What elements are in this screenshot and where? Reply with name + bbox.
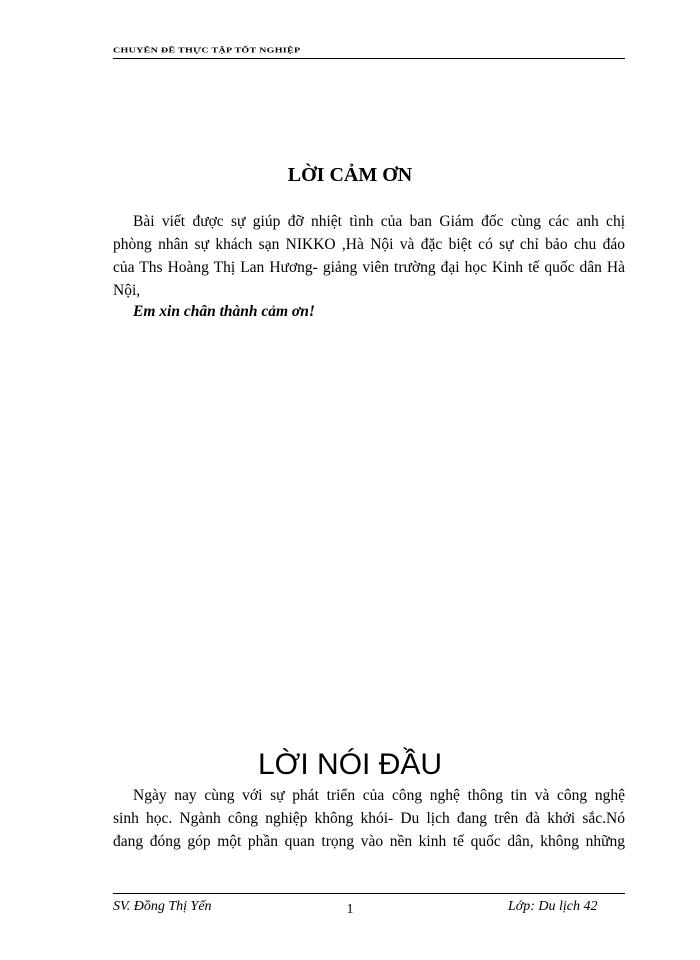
footer-class-name: Lớp: Du lịch 42: [508, 899, 598, 914]
paragraph-line: Nội,: [113, 282, 141, 299]
paragraph-line: của Ths Hoàng Thị Lan Hương- giảng viên trường đại học Kinh tế quốc dân Hà: [113, 259, 625, 276]
page-number: 1: [346, 902, 354, 917]
paragraph-line: sinh học. Ngành công nghiệp không khói- Du lịch đang trên đà khởi sắc.Nó: [113, 810, 625, 827]
footer-student-name: SV. Đồng Thị Yến: [113, 899, 212, 914]
acknowledgement-paragraph: [113, 210, 625, 302]
running-header: CHUYÊN ĐỀ THỰC TẬP TỐT NGHIỆP: [113, 47, 301, 55]
preface-paragraph: [113, 784, 625, 853]
paragraph-line: phòng nhân sự khách sạn NIKKO ,Hà Nội và đặc biệt có sự chỉ bảo chu đáo: [113, 236, 625, 253]
paragraph-line: Bài viết được sự giúp đỡ nhiệt tình của ban Giám đốc cùng các anh chị: [133, 213, 625, 230]
paragraph-line: Ngày nay cùng với sự phát triển của công nghệ thông tin và công nghệ: [133, 787, 625, 804]
acknowledgement-title: LỜI CẢM ƠN: [287, 164, 413, 186]
header-divider: [113, 58, 625, 59]
footer-divider: [113, 893, 625, 894]
acknowledgement-signoff: Em xin chân thành cảm ơn!: [133, 303, 315, 320]
preface-title: LỜI NÓI ĐẦU: [257, 748, 443, 781]
paragraph-line: đang đóng góp một phần quan trọng vào nền kinh tế quốc dân, không những: [113, 833, 625, 850]
